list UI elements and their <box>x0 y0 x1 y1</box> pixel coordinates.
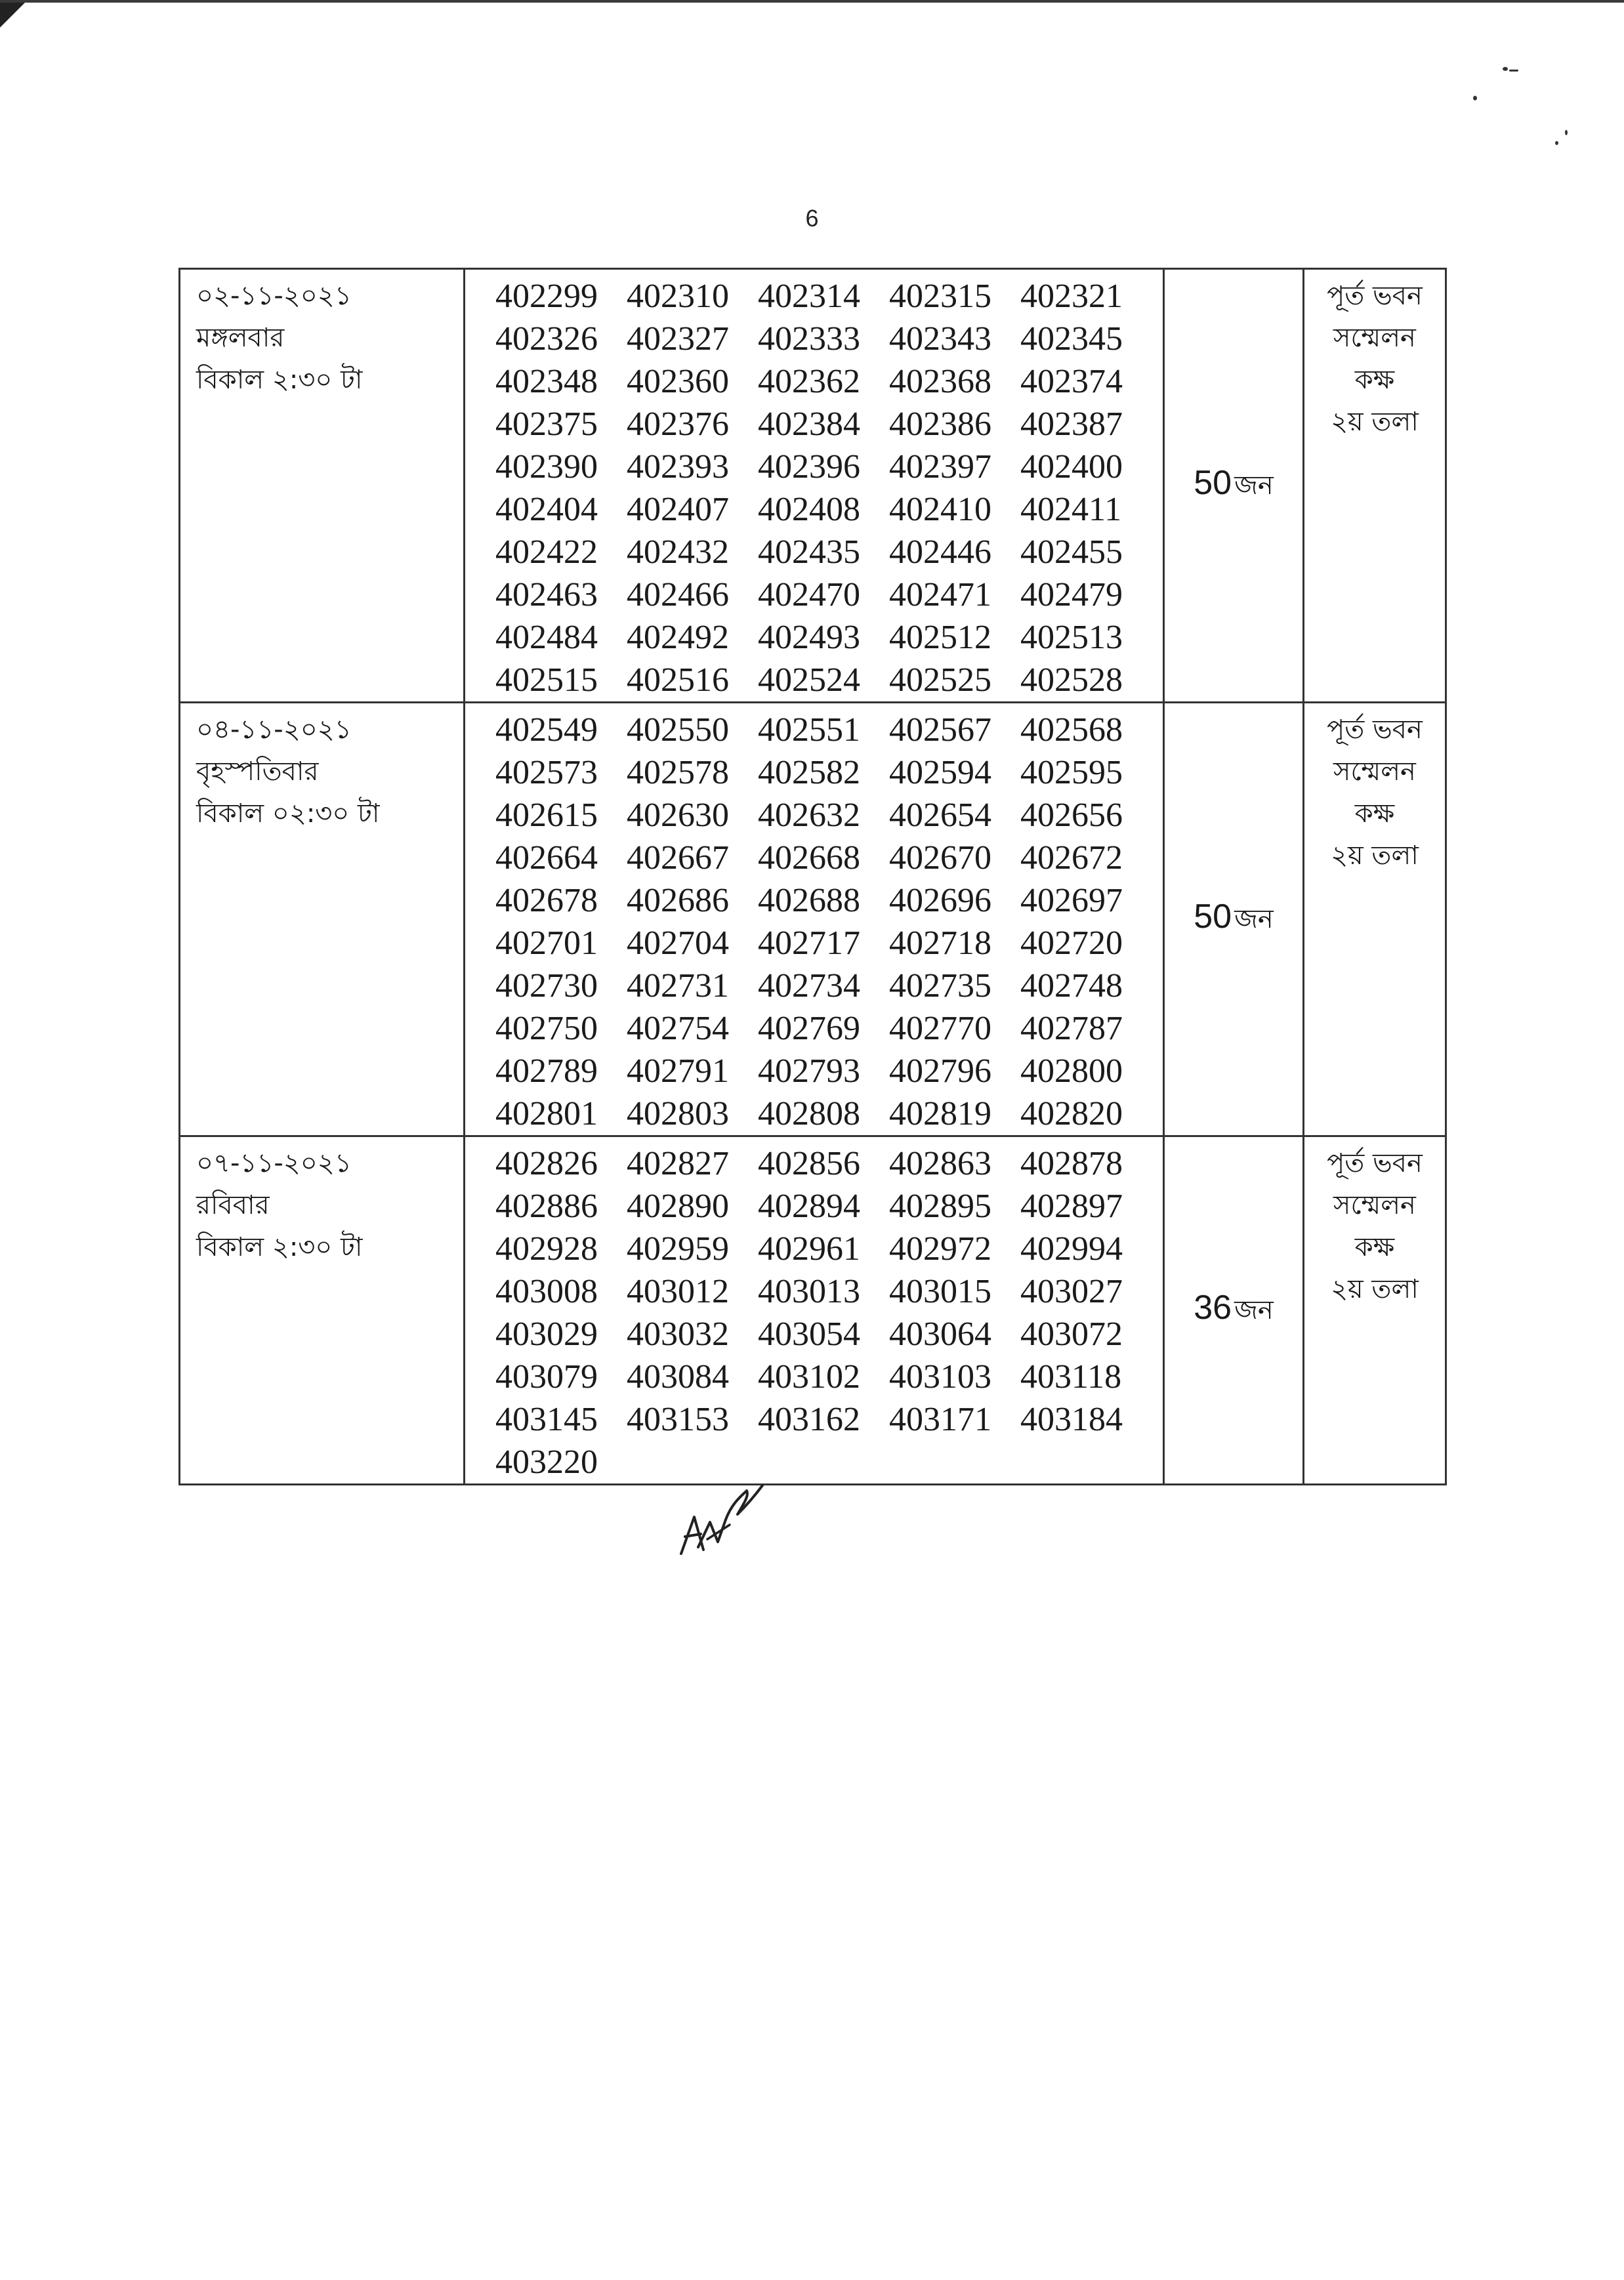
roll-number: 403171 <box>889 1401 991 1438</box>
candidate-count: 50 <box>1194 897 1232 936</box>
roll-number: 402573 <box>495 754 598 791</box>
handwritten-signature <box>669 1476 774 1562</box>
roll-number: 402801 <box>495 1095 598 1132</box>
roll-number-row <box>465 446 1163 488</box>
roll-number: 402368 <box>889 363 991 400</box>
roll-number: 402748 <box>1020 967 1123 1005</box>
roll-number: 403102 <box>758 1358 860 1396</box>
roll-number: 402411 <box>1020 491 1122 528</box>
scan-corner-mark <box>0 0 28 28</box>
roll-number: 402387 <box>1020 405 1123 443</box>
roll-number-row <box>465 1142 1163 1185</box>
roll-number-row <box>465 531 1163 573</box>
roll-number: 402396 <box>758 448 860 486</box>
roll-number: 402374 <box>1020 363 1123 400</box>
roll-number: 402890 <box>627 1188 729 1225</box>
roll-number-row <box>465 1441 1163 1483</box>
roll-number: 402550 <box>627 711 729 749</box>
roll-numbers-cell <box>465 703 1164 1136</box>
exam-schedule-table <box>178 268 1447 1485</box>
exam-weekday: বৃহস্পতিবার <box>196 757 319 787</box>
roll-number: 402455 <box>1020 533 1123 571</box>
venue-line: পূর্ত ভবন <box>1327 1148 1423 1178</box>
exam-time: বিকাল ২:৩০ টা <box>196 1232 363 1262</box>
scan-edge-line <box>0 0 1624 3</box>
roll-number: 402578 <box>627 754 729 791</box>
roll-number: 402512 <box>889 619 991 656</box>
roll-number: 402386 <box>889 405 991 443</box>
roll-number-row <box>465 318 1163 360</box>
roll-number: 403015 <box>889 1273 991 1310</box>
roll-number: 402471 <box>889 576 991 613</box>
roll-number: 402720 <box>1020 924 1123 962</box>
roll-number: 402594 <box>889 754 991 791</box>
roll-number: 402630 <box>627 797 729 834</box>
roll-number: 402528 <box>1020 661 1123 699</box>
roll-number: 403084 <box>627 1358 729 1396</box>
roll-number: 402410 <box>889 491 991 528</box>
candidate-count-cell <box>1164 1136 1304 1485</box>
venue-line: সম্মেলন <box>1333 757 1416 787</box>
exam-weekday: মঙ্গলবার <box>196 323 285 353</box>
roll-number: 402397 <box>889 448 991 486</box>
roll-number: 402393 <box>627 448 729 486</box>
roll-number: 403064 <box>889 1316 991 1353</box>
roll-number: 403029 <box>495 1316 598 1353</box>
roll-number: 402524 <box>758 661 860 699</box>
roll-number: 402422 <box>495 533 598 571</box>
roll-number: 402360 <box>627 363 729 400</box>
roll-number: 402484 <box>495 619 598 656</box>
roll-number: 402819 <box>889 1095 991 1132</box>
roll-number: 402827 <box>627 1145 729 1182</box>
roll-number: 402667 <box>627 839 729 877</box>
roll-number-row <box>465 1398 1163 1441</box>
roll-number-row <box>465 837 1163 879</box>
roll-number: 402466 <box>627 576 729 613</box>
roll-number: 402446 <box>889 533 991 571</box>
roll-number: 402493 <box>758 619 860 656</box>
roll-number-row <box>465 1007 1163 1050</box>
roll-number-row <box>465 1313 1163 1356</box>
roll-number: 402787 <box>1020 1010 1123 1047</box>
roll-number: 402384 <box>758 405 860 443</box>
venue-line: কক্ষ <box>1354 1232 1395 1262</box>
venue-line: কক্ষ <box>1354 798 1395 829</box>
roll-number: 402479 <box>1020 576 1123 613</box>
roll-number: 402551 <box>758 711 860 749</box>
roll-number: 402928 <box>495 1230 598 1268</box>
roll-number: 402750 <box>495 1010 598 1047</box>
roll-number: 402897 <box>1020 1188 1123 1225</box>
schedule-table-body <box>180 269 1446 1485</box>
exam-date: ০২-১১-২০২১ <box>196 281 352 311</box>
roll-number: 402343 <box>889 320 991 358</box>
roll-number: 402567 <box>889 711 991 749</box>
roll-number: 402400 <box>1020 448 1123 486</box>
date-time-cell <box>180 703 465 1136</box>
venue-line: সম্মেলন <box>1333 1190 1416 1220</box>
roll-number-row <box>465 922 1163 964</box>
venue-line: সম্মেলন <box>1333 323 1416 353</box>
venue-line: ২য় তলা <box>1331 1274 1419 1304</box>
roll-number: 403162 <box>758 1401 860 1438</box>
roll-number: 402390 <box>495 448 598 486</box>
roll-number: 402314 <box>758 278 860 315</box>
roll-number: 403118 <box>1020 1358 1122 1396</box>
schedule-row <box>180 1136 1446 1485</box>
roll-number: 402315 <box>889 278 991 315</box>
roll-number: 402791 <box>627 1052 729 1090</box>
roll-number: 402972 <box>889 1230 991 1268</box>
roll-number: 403032 <box>627 1316 729 1353</box>
roll-number: 402348 <box>495 363 598 400</box>
schedule-row <box>180 703 1446 1136</box>
roll-number: 402407 <box>627 491 729 528</box>
roll-number-row <box>465 573 1163 616</box>
candidate-count-cell <box>1164 269 1304 703</box>
candidate-count: 50 <box>1194 463 1232 502</box>
exam-date: ০৪-১১-২০২১ <box>196 715 352 745</box>
date-time-cell <box>180 269 465 703</box>
roll-number: 402516 <box>627 661 729 699</box>
roll-number-row <box>465 659 1163 701</box>
schedule-row <box>180 269 1446 703</box>
roll-number-row <box>465 360 1163 403</box>
roll-number: 402717 <box>758 924 860 962</box>
roll-number: 402678 <box>495 882 598 919</box>
roll-number: 402704 <box>627 924 729 962</box>
roll-number: 402718 <box>889 924 991 962</box>
scan-speck <box>1565 130 1568 135</box>
scan-speck <box>1509 70 1518 72</box>
candidate-count-unit: জন <box>1234 1295 1274 1325</box>
page-number: 6 <box>805 205 819 232</box>
roll-number: 402327 <box>627 320 729 358</box>
roll-number-row <box>465 1185 1163 1228</box>
roll-number: 402615 <box>495 797 598 834</box>
venue-line: পূর্ত ভবন <box>1327 715 1423 745</box>
roll-number: 402796 <box>889 1052 991 1090</box>
roll-number: 402754 <box>627 1010 729 1047</box>
roll-number: 402688 <box>758 882 860 919</box>
roll-number: 402408 <box>758 491 860 528</box>
roll-number: 402863 <box>889 1145 991 1182</box>
roll-number: 403220 <box>495 1443 598 1481</box>
roll-number: 402959 <box>627 1230 729 1268</box>
roll-number: 403079 <box>495 1358 598 1396</box>
exam-weekday: রবিবার <box>196 1190 270 1220</box>
roll-number: 402769 <box>758 1010 860 1047</box>
roll-number: 402789 <box>495 1052 598 1090</box>
roll-number: 402632 <box>758 797 860 834</box>
roll-number: 402463 <box>495 576 598 613</box>
roll-number: 403184 <box>1020 1401 1123 1438</box>
roll-number: 403054 <box>758 1316 860 1353</box>
roll-number: 402735 <box>889 967 991 1005</box>
venue-line: কক্ষ <box>1354 365 1395 395</box>
roll-number: 402345 <box>1020 320 1123 358</box>
exam-time: বিকাল ২:৩০ টা <box>196 365 363 395</box>
roll-number: 402820 <box>1020 1095 1123 1132</box>
roll-number: 402770 <box>889 1010 991 1047</box>
roll-number-row <box>465 616 1163 659</box>
roll-number-row <box>465 1228 1163 1270</box>
roll-numbers-cell <box>465 1136 1164 1485</box>
roll-number: 402525 <box>889 661 991 699</box>
roll-number: 402895 <box>889 1188 991 1225</box>
venue-line: ২য় তলা <box>1331 407 1419 437</box>
venue-cell <box>1304 1136 1446 1485</box>
roll-number: 402961 <box>758 1230 860 1268</box>
roll-number: 402362 <box>758 363 860 400</box>
roll-number-row <box>465 1270 1163 1313</box>
roll-number: 402656 <box>1020 797 1123 834</box>
roll-number-row <box>465 879 1163 922</box>
roll-number: 402595 <box>1020 754 1123 791</box>
roll-number: 402672 <box>1020 839 1123 877</box>
roll-number-row <box>465 1092 1163 1135</box>
roll-number: 402808 <box>758 1095 860 1132</box>
venue-line: ২য় তলা <box>1331 840 1419 871</box>
roll-number: 402549 <box>495 711 598 749</box>
roll-number: 402668 <box>758 839 860 877</box>
roll-number-row <box>465 794 1163 837</box>
roll-number: 402878 <box>1020 1145 1123 1182</box>
roll-number: 402375 <box>495 405 598 443</box>
roll-number-row <box>465 275 1163 318</box>
roll-number: 402321 <box>1020 278 1123 315</box>
roll-number: 402793 <box>758 1052 860 1090</box>
roll-number-row <box>465 403 1163 446</box>
roll-number: 403072 <box>1020 1316 1123 1353</box>
roll-numbers-cell <box>465 269 1164 703</box>
roll-number: 402994 <box>1020 1230 1123 1268</box>
roll-number: 402886 <box>495 1188 598 1225</box>
roll-number: 402697 <box>1020 882 1123 919</box>
roll-number-row <box>465 1050 1163 1092</box>
candidate-count: 36 <box>1194 1288 1232 1327</box>
roll-number: 402582 <box>758 754 860 791</box>
roll-number: 402515 <box>495 661 598 699</box>
roll-number: 402800 <box>1020 1052 1123 1090</box>
roll-number: 403103 <box>889 1358 991 1396</box>
venue-line: পূর্ত ভবন <box>1327 281 1423 311</box>
candidate-count-cell <box>1164 703 1304 1136</box>
scan-speck <box>1473 96 1477 100</box>
roll-number: 402654 <box>889 797 991 834</box>
roll-number: 403145 <box>495 1401 598 1438</box>
roll-number: 403013 <box>758 1273 860 1310</box>
roll-number: 402734 <box>758 967 860 1005</box>
roll-number: 402404 <box>495 491 598 528</box>
roll-number: 402310 <box>627 278 729 315</box>
roll-number-row <box>465 964 1163 1007</box>
roll-number: 402568 <box>1020 711 1123 749</box>
roll-number: 403027 <box>1020 1273 1123 1310</box>
roll-number: 402299 <box>495 278 598 315</box>
roll-number: 402696 <box>889 882 991 919</box>
roll-number: 403153 <box>627 1401 729 1438</box>
roll-number: 402333 <box>758 320 860 358</box>
roll-number: 402670 <box>889 839 991 877</box>
roll-number: 402492 <box>627 619 729 656</box>
candidate-count-unit: জন <box>1234 470 1274 501</box>
scan-speck <box>1503 67 1508 71</box>
roll-number: 403008 <box>495 1273 598 1310</box>
roll-number: 402470 <box>758 576 860 613</box>
venue-cell <box>1304 703 1446 1136</box>
roll-number: 402826 <box>495 1145 598 1182</box>
roll-number: 402432 <box>627 533 729 571</box>
roll-number-row <box>465 709 1163 751</box>
roll-number: 402513 <box>1020 619 1123 656</box>
roll-number: 402803 <box>627 1095 729 1132</box>
candidate-count-unit: জন <box>1234 903 1274 934</box>
roll-number: 402730 <box>495 967 598 1005</box>
roll-number: 402435 <box>758 533 860 571</box>
roll-number-row <box>465 488 1163 531</box>
roll-number-row <box>465 1356 1163 1398</box>
venue-cell <box>1304 269 1446 703</box>
roll-number: 402664 <box>495 839 598 877</box>
roll-number: 402894 <box>758 1188 860 1225</box>
exam-date: ০৭-১১-২০২১ <box>196 1148 352 1178</box>
roll-number: 402701 <box>495 924 598 962</box>
roll-number: 402686 <box>627 882 729 919</box>
exam-time: বিকাল ০২:৩০ টা <box>196 798 380 829</box>
roll-number: 402731 <box>627 967 729 1005</box>
roll-number: 402376 <box>627 405 729 443</box>
roll-number: 402856 <box>758 1145 860 1182</box>
roll-number: 402326 <box>495 320 598 358</box>
date-time-cell <box>180 1136 465 1485</box>
roll-number: 403012 <box>627 1273 729 1310</box>
roll-number-row <box>465 751 1163 794</box>
scan-speck <box>1555 141 1558 145</box>
